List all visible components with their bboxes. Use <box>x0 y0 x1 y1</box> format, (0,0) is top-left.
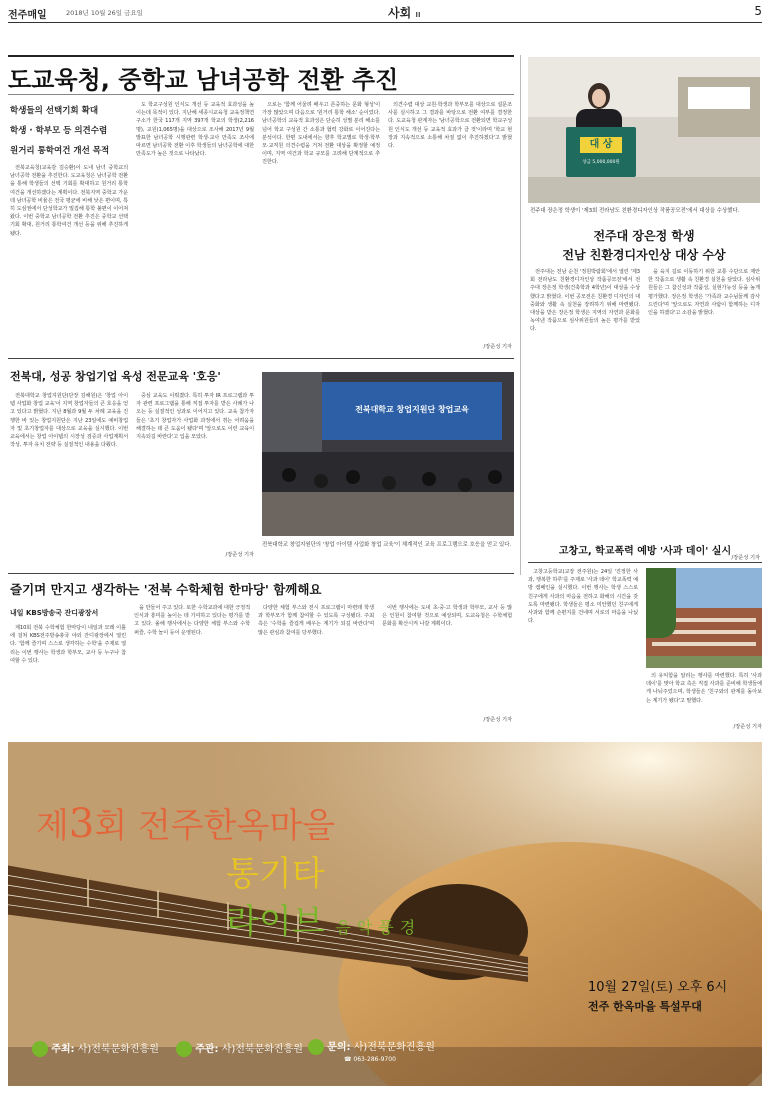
award-headline-2: 전남 친환경디자인상 대상 수상 <box>562 248 726 262</box>
award-headline-1: 전주대 장은정 학생 <box>593 229 695 243</box>
ad-phone: ☎ 063-286-9700 <box>344 1056 396 1063</box>
main-body-col1: 전북교육청(교육감 김승환)이 도내 남녀 중학교의 남녀공학 전환을 추진한다. 도교육청은 남녀공학 전환을 통해 학생들의 선택 기회를 확대하고 원거리 통학 여건을 개선하겠다는 계획이다. 전북지역 중학교 가운데 남녀공학 비율은 전국 평균에 비해 낮은 편이며, 특히 도심권에서 단성학교가 밀집해 통학 불편이 이어져 왔다. 이번 중학교 남녀공학 전환 추진은 중학교 선택기회 확대, 원거리 통학여건 개선 등을 위해 추진하게 됐다. <box>10 165 128 237</box>
screen: 전북대학교 창업지원단 창업교육 <box>322 382 502 440</box>
ad-edition: 3 <box>68 801 95 847</box>
bully-byline: /장준성 기자 <box>733 724 762 730</box>
concert-ad <box>8 742 762 1086</box>
main-byline: /장준성 기자 <box>483 344 512 350</box>
award-body-col1: 전주대는 전남 순천 '정원박람회'에서 열린 '제3회 전라남도 친환경디자인상 작품공모전'에서 전주대 장은정 학생(건축학과 4학년)이 대상을 수상했다고 밝혔다. 이번 공모전은 친환경 디자인의 대중화와 생활 속 실천을 장려하기 위해 마련됐다. 대상을 받은 장은정 학생은 지역의 자연과 문화를 녹여낸 작품으로 심사위원들의 높은 평가를 받았다. <box>530 269 640 333</box>
bully-body-col2: 의 유익함을 알리는 행사를 마련했다. 특히 '사과 데이'를 맞아 학교 측은 직접 사과를 준비해 학생들에게 나눠주었으며, 학생들은 '친구와의 관계를 돌아보는 계기가 됐다'고 말했다. <box>646 673 762 704</box>
main-subheads <box>10 101 128 161</box>
award-byline: /장준성 기자 <box>731 555 760 561</box>
ad-title-line1: 제3회 전주한옥마을 <box>36 801 336 847</box>
startup-photo <box>262 372 514 536</box>
award-sign: 대 상 상금 5,000,000원 <box>566 127 636 177</box>
main-body-col4: 의견수렴 대상 교원·학생과 학부모를 대상으로 설문조사를 실시하고 그 결과를 바탕으로 전환 여부를 결정한다. 도교육청 관계자는 '남녀공학으로 전환되면 학교구성원 인식도 개선 등 교육적 효과가 클 것'이라며 '학교 현장과 지속적으로 소통해 차질 없이 추진하겠다'고 밝혔다. <box>388 102 512 150</box>
section-label: 사회 II <box>388 6 421 20</box>
main-body-col2: 도 학교구성원 인식도 개선 등 교육적 효과성을 높이는데 목적이 있다. 지난해 세종시교육청 교육정책연구소가 한국 117개 지역 397개 학교의 학생(2,216명), 교원(1,065명)을 대상으로 조사해 2017년 9월 발표한 남녀공학 시행관련 학생·교사 만족도 조사에 따르면 남녀공학 전환 이후 학생들의 남녀공학에 대한 만족도가 높은 것으로 나타났다. <box>136 102 254 158</box>
header-bar <box>8 4 762 22</box>
subhead: 학생들의 선택기회 확대 <box>10 106 99 116</box>
ad-date: 10월 27일(토) 오후 6시 <box>588 980 728 995</box>
startup-body-col2: 중심 교육도 이뤄졌다. 특히 투자 IR 프로그램과 투자 관련 프로그램을 통해 직접 투자를 받은 사례가 나오는 등 실질적인 성과로 이어지고 있다. 교육 참가자들은 '초기 창업자가 사업화 과정에서 겪는 어려움을 해결하는 데 큰 도움이 됐다'며 '앞으로도 이런 교육이 지속되길 바란다'고 입을 모았다. <box>136 393 254 441</box>
ad-title-line3: 라이브 음악풍경 <box>226 902 422 942</box>
startup-byline: /장준성 기자 <box>225 552 254 558</box>
math-body-col1: 제10회 전북 수학체험 한마당이 내일과 모레 이틀에 걸쳐 KBS전주방송총국 야외 잔디광장에서 열린다. '함께 즐기며 스스로 생각하는 수학'을 주제로 열리는 이번 행사는 학생과 학부모, 교사 등 누구나 참여할 수 있다. <box>10 625 126 664</box>
math-headline: 즐기며 만지고 생각하는 '전북 수학체험 한마당' 함께해요 <box>10 582 322 597</box>
math-byline: /장준성 기자 <box>483 717 512 723</box>
main-body-col3: 으로는 '함께 어울려 배우고 존중하는 문화 형성'이 가장 많았으며 다음으로 '원거리 통학 해소' 순이었다. 남녀공학의 교육적 효과성은 단순히 성별 분리 해소를 넘어 학교 구성원 간 소통과 협력 강화로 이어진다는 분석이다. 한편 도내에서는 향후 학교별로 학생·학부모·교직원 의견수렴을 거쳐 전환 대상을 확정할 예정이며, 지역 여건과 학교 규모를 고려해 단계적으로 추진한다. <box>262 102 380 166</box>
math-body-col4: 이번 행사에는 도내 초·중·고 학생과 학부모, 교사 등 많은 인원이 참여할 것으로 예상되며, 도교육청은 수학체험 문화를 확산시켜 나갈 계획이다. <box>382 605 512 628</box>
bully-body-col1: 고창고등학교(교장 전주원)는 24일 '진정한 사과, 행복한 하루'를 주제로 '사과 데이' 학교폭력 예방 캠페인을 실시했다. 이번 행사는 학생 스스로 친구에게 사과의 마음을 전하고 화해의 시간을 갖도록 마련됐다. 학생들은 평소 미안했던 친구에게 사과와 함께 손편지를 건네며 서로의 마음을 나눴다. <box>528 569 638 625</box>
bully-photo <box>646 568 762 668</box>
startup-photo-caption: 전북대학교 창업지원단의 '창업 아이템 사업화 창업 교육'이 체계적인 교육 프로그램으로 호응을 얻고 있다. <box>262 542 512 548</box>
award-photo <box>528 57 760 203</box>
host-dot-icon <box>32 1041 48 1057</box>
startup-headline: 전북대, 성공 창업기업 육성 전문교육 '호응' <box>10 370 221 383</box>
ad-organizer: 주관: 사)전북문화진흥원 <box>176 1040 303 1057</box>
organizer-dot-icon <box>176 1041 192 1057</box>
subhead: 학생 · 학부모 등 의견수렴 <box>10 126 108 136</box>
inquiry-dot-icon <box>308 1039 324 1055</box>
main-headline: 도교육청, 중학교 남녀공학 전환 추진 <box>8 66 399 94</box>
math-body-col3: 다양한 체험 부스와 전시 프로그램이 마련돼 학생과 학부모가 함께 참여할 수 있도록 구성됐다. 주최 측은 '수학을 즐겁게 배우는 계기가 되길 바란다'며 많은 관심과 참여를 당부했다. <box>258 605 374 636</box>
subhead: 원거리 통학여건 개선 목적 <box>10 146 110 156</box>
startup-body-col1: 전북대학교 창업지원단(단장 김해원)은 '창업 아이템 사업화 창업 교육'이 지역 창업자들의 큰 호응을 얻고 있다고 밝혔다. 지난 8월과 9월 두 차례 교육을 진행한 바 있는 창업지원단은 지난 23일에도 예비창업자 및 초기창업자를 대상으로 교육을 실시했다. 이번 교육에서는 창업 아이템의 시장성 검증과 사업계획서 작성, 투자 유치 전략 등 실질적인 내용을 다뤘다. <box>10 393 128 449</box>
ad-venue: 전주 한옥마을 특설무대 <box>588 1000 702 1013</box>
ad-inquiry: 문의: 사)전북문화진흥원 <box>308 1038 435 1055</box>
math-body-col2: 을 만들어 주고 있다. 또한 수학교과에 대한 긍정적 인식과 흥미를 높이는 데 기여하고 있다는 평가를 받고 있다. 올해 행사에서는 다양한 체험 부스와 수학 퍼즐, 수학 놀이 등이 운영된다. <box>134 605 250 636</box>
ad-host: 주최: 사)전북문화진흥원 <box>32 1040 159 1057</box>
math-subhead: 내일 KBS방송국 잔디광장서 <box>10 609 99 617</box>
issue-date: 2018년 10월 26일 금요일 <box>66 9 143 17</box>
masthead: 전주매일 <box>8 10 47 21</box>
page-number: 5 <box>754 4 762 18</box>
award-body-col2: 을 육지 길로 이동하기 위한 교통 수단으로 제안한 작품으로 생활 속 친환경 실천을 담았다. 심사위원들은 그 참신성과 작품성, 실현가능성 등을 높게 평가했다. 장은정 학생은 '가족과 교수님들께 감사드린다'며 '앞으로도 자연과 사람이 함께하는 디자인을 하겠다'고 소감을 밝혔다. <box>648 269 760 317</box>
ad-title-line2: 통기타 <box>226 854 325 894</box>
award-photo-caption: 전주대 장은정 학생이 '제3회 전라남도 친환경디자인상 작품공모전'에서 대상을 수상했다. <box>530 208 740 214</box>
bully-headline: 고창고, 학교폭력 예방 '사과 데이' 실시 <box>558 546 732 557</box>
